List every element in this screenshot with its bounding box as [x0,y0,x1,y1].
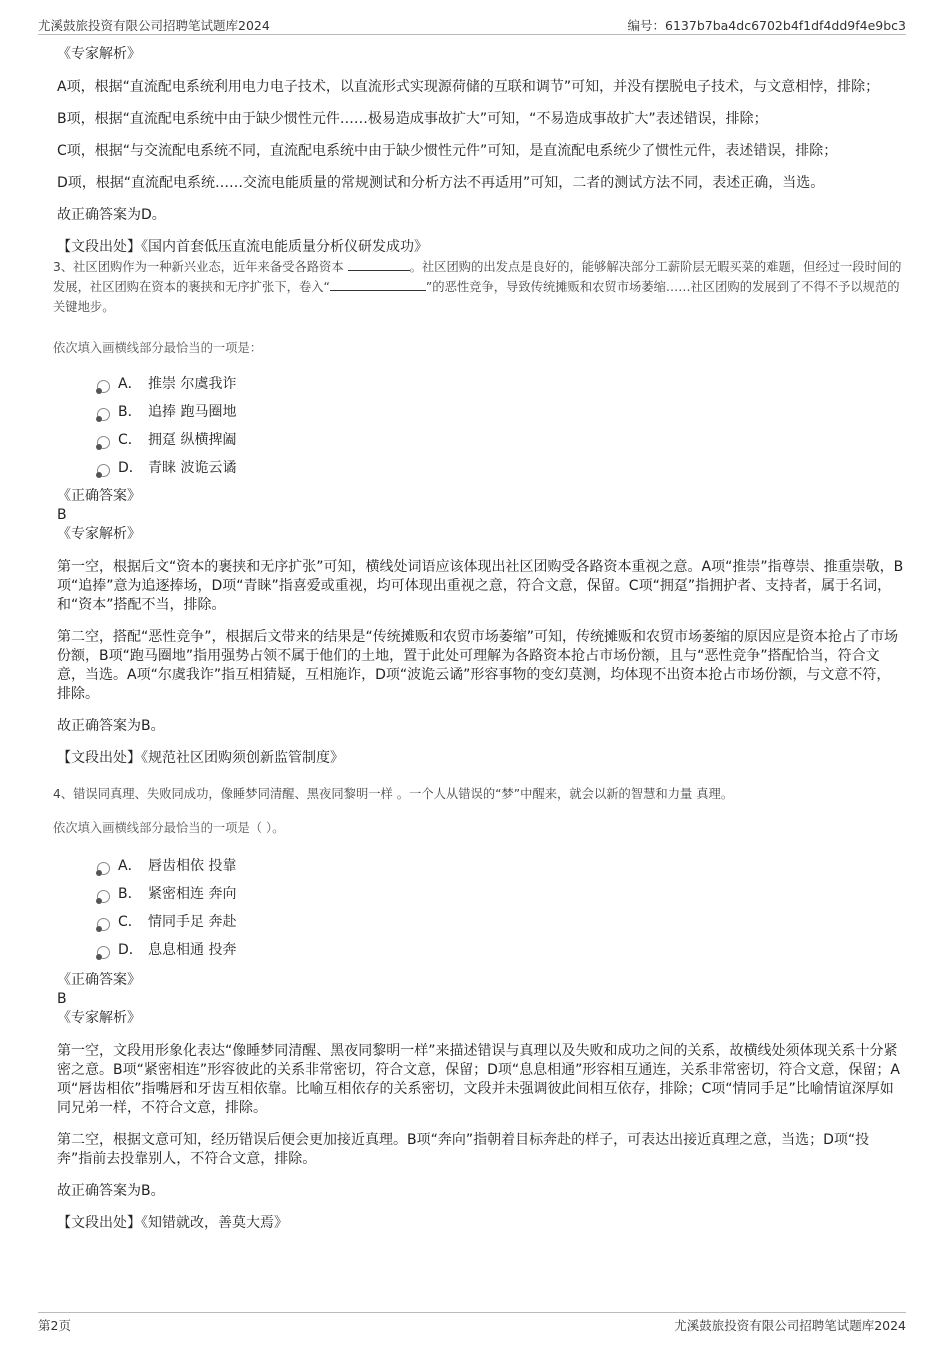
radio-icon[interactable] [97,436,110,449]
footer-page-number: 第2页 [38,1318,71,1333]
q3-analysis-label: 《专家解析》 [57,526,141,542]
page-content [53,44,904,1233]
q4-answer: B [57,991,67,1007]
q2-analysis-b: B项，根据“直流配电系统中由于缺少惯性元件……极易造成事故扩大”可知，“不易造成事故扩大”表述错误，排除； [57,111,768,127]
q2-analysis-d: D项，根据“直流配电系统……交流电能质量的常规测试和分析方法不再适用”可知，二者的测试方法不同，表述正确，当选。 [57,175,825,191]
q4-analysis-2: 第二空，根据文意可知，经历错误后便会更加接近真理。B项“奔向”指朝着目标奔赴的样子，可表达出接近真理之意，当选；D项“投奔”指前去投靠别人，不符合文意，排除。 [57,1132,870,1167]
q3-answer-statement: 故正确答案为B。 [57,718,165,734]
q3-analysis-2: 第二空，搭配“恶性竞争”，根据后文带来的结果是“传统摊贩和农贸市场萎缩”可知，传统摊贩和农贸市场萎缩的原因应是资本抢占了市场份额，B项“跑马圈地”指用强势占领不属于他们的土地，置于此处可理解为各路资本抢占市场份额，且与“恶性竞争”搭配恰当，符合文意，当选。A项“尔虞我诈”指互相猜疑，互相施诈，D项“波诡云谲”形容事物的变幻莫测，均体现不出资本抢占市场份额，与文意不符，排除。 [57,629,899,702]
q3-options [97,370,904,482]
header-code: 编号：6137b7ba4dc6702b4f1df4dd9f4e9bc3 [627,18,906,33]
q3-question-part2: 。社区团购的出发点是良好的，能够解决部分工薪阶层无暇买菜的难题，但经过一段时间的发展，社区团购在资本的裹挟和无序扩张下，卷入“ [53,260,902,294]
q3-prompt: 依次填入画横线部分最恰当的一项是： [53,341,263,355]
page-footer [38,1312,906,1333]
q3-question [53,257,904,317]
radio-icon[interactable] [97,464,110,477]
q4-source: 【文段出处】《知错就改，善莫大焉》 [57,1215,288,1231]
q3-blank-1 [348,258,410,271]
q4-answer-label: 《正确答案》 [57,972,141,988]
q4-analysis-1: 第一空，文段用形象化表达“像睡梦同清醒、黑夜同黎明一样”来描述错误与真理以及失败和成功之间的关系，故横线处须体现关系十分紧密之意。B项“紧密相连”形容彼此的关系非常密切，符合文意，保留；D项“息息相通”形容相互通连，关系非常密切，符合文意，保留；A项“唇齿相依”指嘴唇和牙齿互相依靠。比喻互相依存的关系密切，文段并未强调彼此间相互依存，排除；C项“情同手足”比喻情谊深厚如同兄弟一样，不符合文意，排除。 [57,1043,900,1116]
q4-question: 4、错误同真理、失败同成功，像睡梦同清醒、黑夜同黎明一样 。一个人从错误的“梦”中醒来，就会以新的智慧和力量 真理。 [53,787,734,801]
q3-option-c[interactable]: C． 拥趸 纵横捭阖 [97,426,904,454]
q2-analysis-label: 《专家解析》 [57,46,141,62]
header-title: 尤溪鼓旅投资有限公司招聘笔试题库2024 [38,18,270,33]
radio-icon[interactable] [97,380,110,393]
q3-source: 【文段出处】《规范社区团购须创新监管制度》 [57,750,344,766]
q4-option-d[interactable]: D． 息息相通 投奔 [97,936,904,964]
q4-options [97,852,904,964]
q4-analysis-label: 《专家解析》 [57,1010,141,1026]
q3-answer-label: 《正确答案》 [57,488,141,504]
radio-icon[interactable] [97,918,110,931]
q2-source: 【文段出处】《国内首套低压直流电能质量分析仪研发成功》 [57,239,428,255]
q2-analysis-c: C项，根据“与交流配电系统不同，直流配电系统中由于缺少惯性元件”可知，是直流配电系统少了惯性元件，表述错误，排除； [57,143,838,159]
q2-answer-statement: 故正确答案为D。 [57,207,166,223]
q3-option-b[interactable]: B． 追捧 跑马圈地 [97,398,904,426]
radio-icon[interactable] [97,946,110,959]
radio-icon[interactable] [97,862,110,875]
footer-title: 尤溪鼓旅投资有限公司招聘笔试题库2024 [674,1318,906,1333]
q3-analysis-1: 第一空，根据后文“资本的裹挟和无序扩张”可知，横线处词语应该体现出社区团购受各路资本重视之意。A项“推崇”指尊崇、推重崇敬，B项“追捧”意为追逐捧场，D项“青睐”指喜爱或重视，均可体现出重视之意，符合文意，保留。C项“拥趸”指拥护者、支持者，属于名词，和“资本”搭配不当，排除。 [57,559,904,613]
q4-option-c[interactable]: C． 情同手足 奔赴 [97,908,904,936]
page-header [38,14,906,35]
q3-blank-2 [330,278,426,291]
q4-option-b[interactable]: B． 紧密相连 奔向 [97,880,904,908]
q3-option-d[interactable]: D． 青睐 波诡云谲 [97,454,904,482]
q2-analysis-a: A项，根据“直流配电系统利用电力电子技术，以直流形式实现源荷储的互联和调节”可知，并没有摆脱电子技术，与文意相悖，排除； [57,79,880,95]
q4-option-a[interactable]: A． 唇齿相依 投靠 [97,852,904,880]
q3-option-a[interactable]: A． 推崇 尔虞我诈 [97,370,904,398]
q3-answer: B [57,507,67,523]
q3-question-part1: 3、社区团购作为一种新兴业态，近年来备受各路资本 [53,260,344,274]
radio-icon[interactable] [97,408,110,421]
q3-question-part3: ”的恶性竞争，导致传统摊贩和农贸市场萎缩……社区团购的发展到了不得不予以规范的关键地步。 [53,280,900,314]
q4-prompt: 依次填入画横线部分最恰当的一项是（ ）。 [53,821,285,835]
radio-icon[interactable] [97,890,110,903]
q4-answer-statement: 故正确答案为B。 [57,1183,165,1199]
